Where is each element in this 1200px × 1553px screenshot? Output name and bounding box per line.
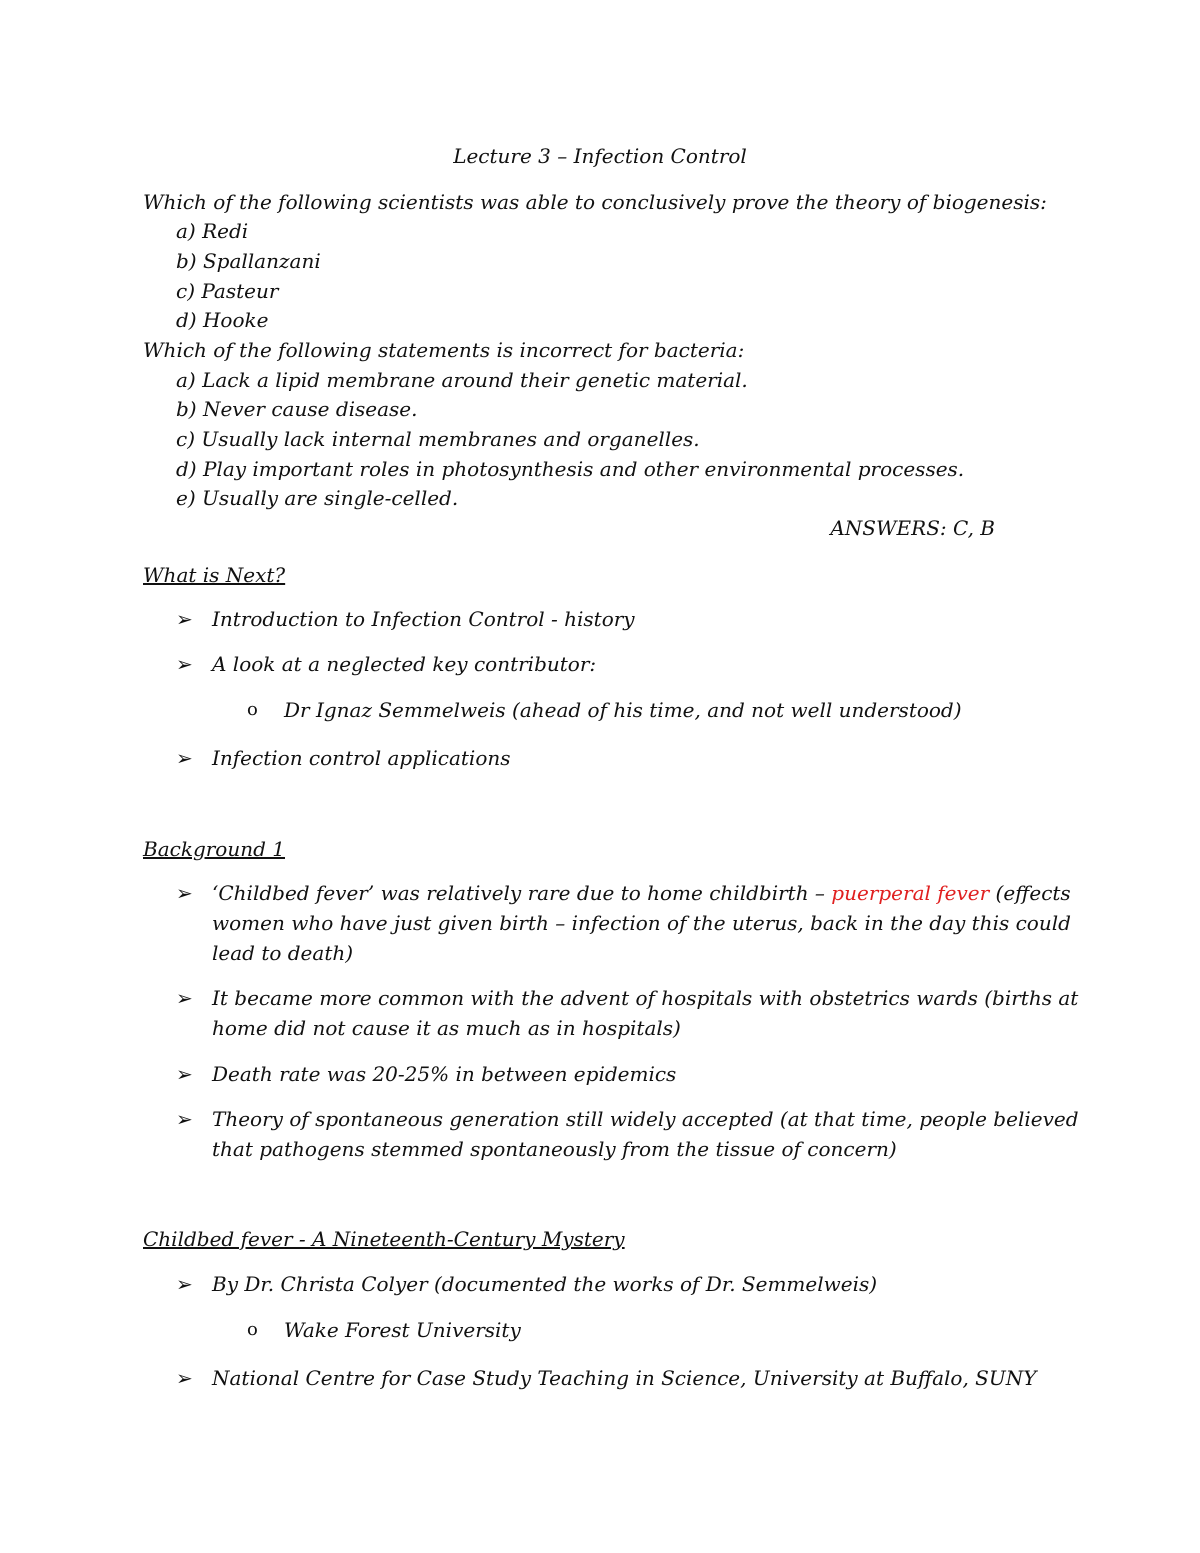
- list-item-continuation: women who have just given birth – infection of the uterus, back in the day this could: [212, 911, 1071, 935]
- quiz-question-1: Which of the following scientists was able to conclusively prove the theory of biogenesis:: [143, 190, 1047, 214]
- sub-list-item: Wake Forest University: [284, 1318, 521, 1342]
- arrow-bullet-icon: ➢: [176, 1062, 193, 1086]
- quiz-question-2: Which of the following statements is incorrect for bacteria:: [143, 338, 745, 362]
- list-item-text: (effects: [989, 881, 1071, 905]
- list-item: National Centre for Case Study Teaching in Science, University at Buffalo, SUNY: [212, 1366, 1037, 1390]
- arrow-bullet-icon: ➢: [176, 1107, 193, 1131]
- quiz-option: d) Hooke: [176, 308, 269, 332]
- sub-list-item: Dr Ignaz Semmelweis (ahead of his time, and not well understood): [284, 698, 962, 722]
- quiz-option: c) Pasteur: [176, 279, 279, 303]
- list-item: Death rate was 20-25% in between epidemics: [212, 1062, 677, 1086]
- list-item: It became more common with the advent of hospitals with obstetrics wards (births at: [212, 986, 1079, 1010]
- arrow-bullet-icon: ➢: [176, 1366, 193, 1390]
- arrow-bullet-icon: ➢: [176, 607, 193, 631]
- list-item: Infection control applications: [212, 746, 511, 770]
- arrow-bullet-icon: ➢: [176, 986, 193, 1010]
- quiz-option: b) Never cause disease.: [176, 397, 418, 421]
- arrow-bullet-icon: ➢: [176, 881, 193, 905]
- list-item: A look at a neglected key contributor:: [212, 652, 597, 676]
- quiz-option: a) Redi: [176, 219, 249, 243]
- quiz-answers: ANSWERS: C, B: [830, 516, 995, 540]
- circle-bullet-icon: o: [247, 1319, 258, 1340]
- list-item: [212, 880, 1071, 906]
- list-item: By Dr. Christa Colyer (documented the works of Dr. Semmelweis): [212, 1272, 878, 1296]
- section-heading-what-is-next: What is Next?: [143, 563, 286, 587]
- section-heading-childbed-fever: Childbed fever - A Nineteenth-Century Mystery: [143, 1227, 625, 1251]
- list-item-text: ‘Childbed fever’ was relatively rare due to home childbirth –: [212, 881, 832, 905]
- quiz-option: d) Play important roles in photosynthesis and other environmental processes.: [176, 457, 965, 481]
- list-item: Theory of spontaneous generation still widely accepted (at that time, people believed: [212, 1107, 1079, 1131]
- circle-bullet-icon: o: [247, 699, 258, 720]
- list-item-continuation: home did not cause it as much as in hospitals): [212, 1016, 681, 1040]
- list-item-continuation: lead to death): [212, 941, 354, 965]
- quiz-option: e) Usually are single-celled.: [176, 486, 459, 510]
- quiz-option: c) Usually lack internal membranes and organelles.: [176, 427, 700, 451]
- quiz-option: a) Lack a lipid membrane around their genetic material.: [176, 368, 748, 392]
- page-title: Lecture 3 – Infection Control: [453, 144, 747, 168]
- arrow-bullet-icon: ➢: [176, 1272, 193, 1296]
- list-item: Introduction to Infection Control - history: [212, 607, 635, 631]
- list-item-continuation: that pathogens stemmed spontaneously from the tissue of concern): [212, 1137, 897, 1161]
- quiz-option: b) Spallanzani: [176, 249, 321, 273]
- section-heading-background-1: Background 1: [143, 837, 285, 861]
- arrow-bullet-icon: ➢: [176, 746, 193, 770]
- arrow-bullet-icon: ➢: [176, 652, 193, 676]
- highlighted-term: puerperal fever: [831, 881, 990, 905]
